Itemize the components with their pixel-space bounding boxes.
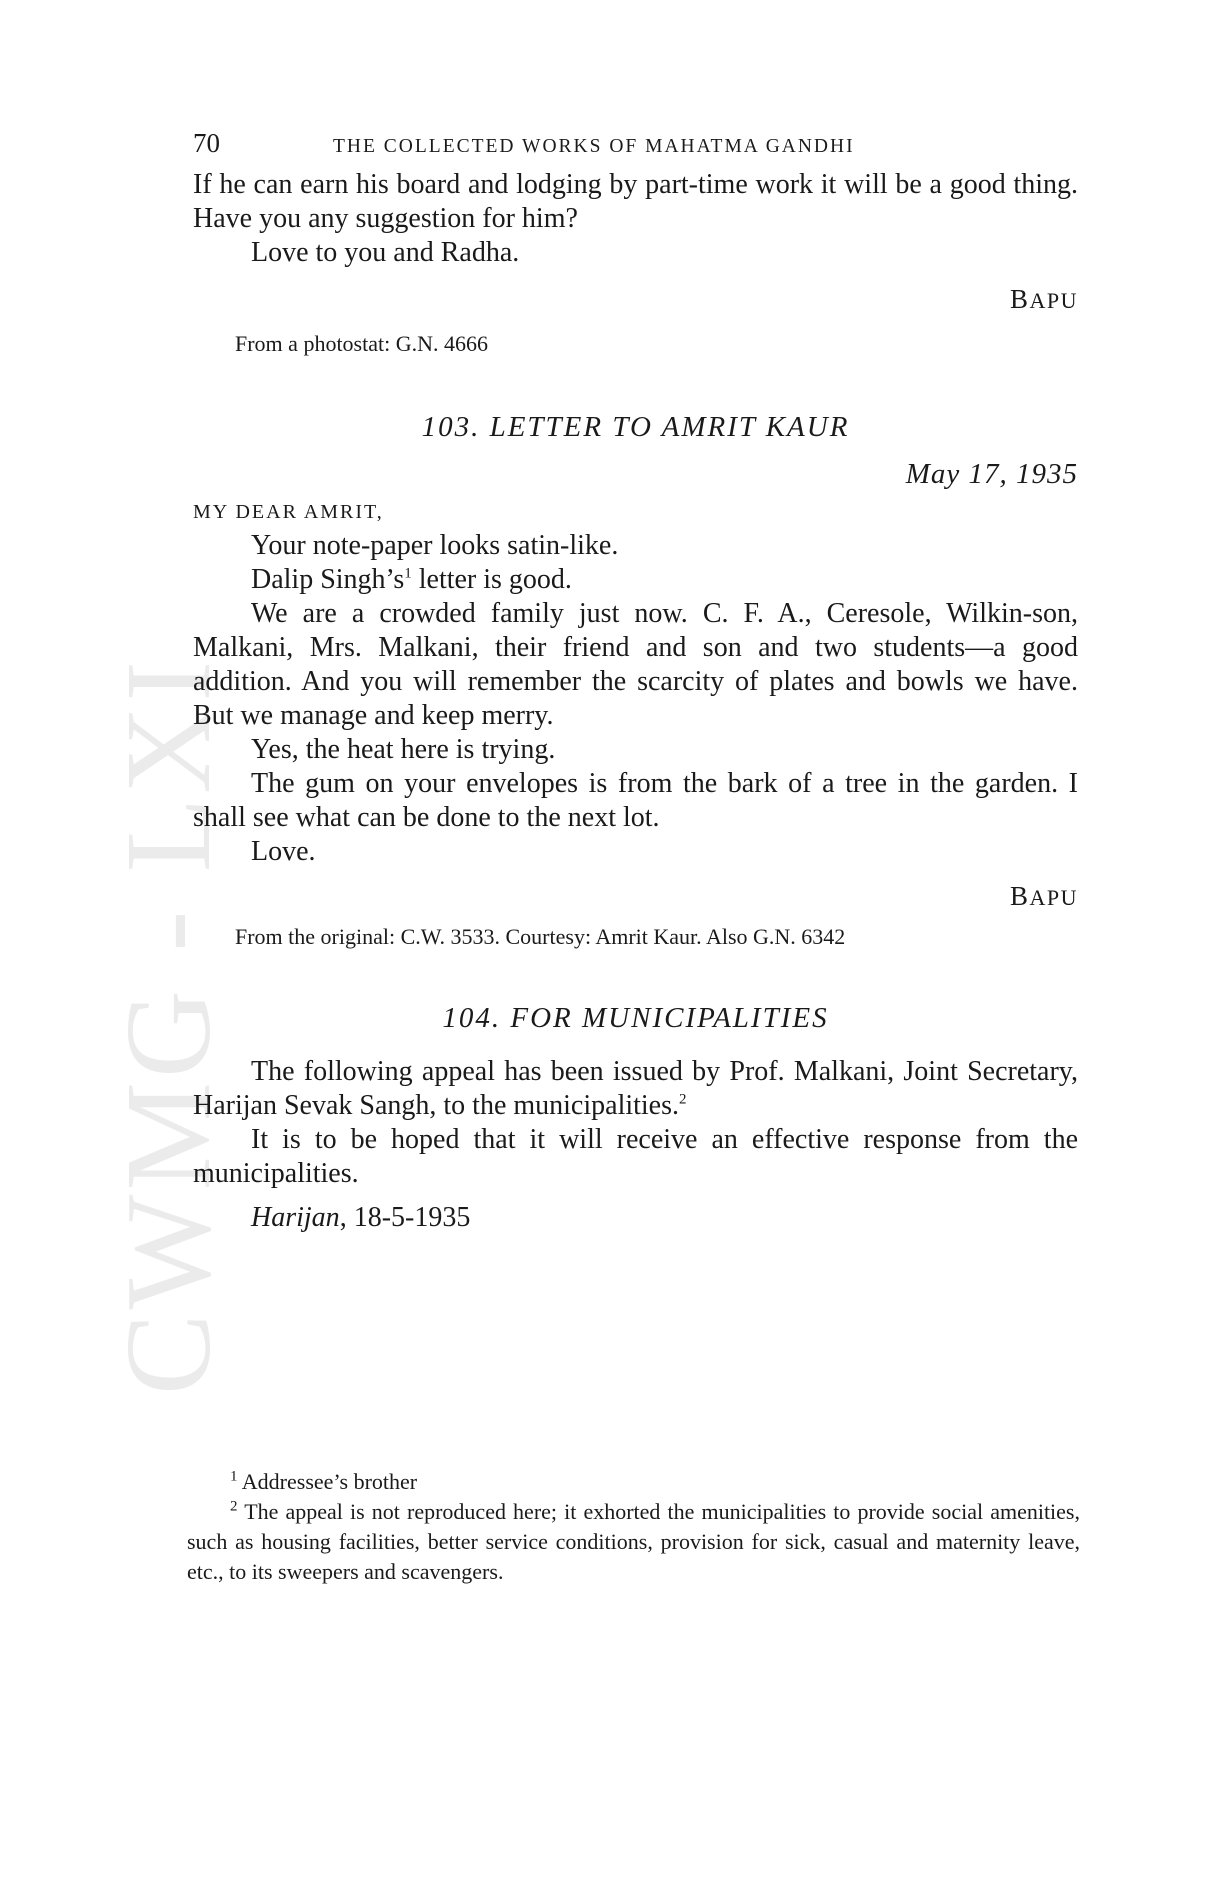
footnote-2	[187, 1497, 1080, 1587]
footnote-marker-2: 2	[230, 1498, 238, 1515]
letter-paragraph-3: We are a crowded family just now. C. F. A., Ceresole, Wilkin-son, Malkani, Mrs. Malkani, their friend and son and two students—a good addition. And you will remember the scarcity of plates and bowls we have. But we manage and keep merry.	[193, 598, 1078, 731]
footnote-1-text: Addressee’s brother	[237, 1469, 418, 1494]
letter-salutation: MY DEAR AMRIT,	[193, 501, 384, 523]
letter-paragraph-6: Love.	[251, 836, 316, 867]
letter-paragraph-5: The gum on your envelopes is from the bark of a tree in the garden. I shall see what can be done to the next lot.	[193, 768, 1078, 833]
running-title: THE COLLECTED WORKS OF MAHATMA GANDHI	[333, 136, 855, 157]
footnote-ref-2[interactable]: 2	[679, 1091, 687, 1108]
prev-letter-closing: Love to you and Radha.	[251, 237, 520, 268]
letter-date: May 17, 1935	[905, 458, 1078, 490]
letter-source: From the original: C.W. 3533. Courtesy: Amrit Kaur. Also G.N. 6342	[235, 924, 846, 949]
letter-paragraph-1: Your note-paper looks satin-like.	[251, 530, 619, 561]
prev-letter-source: From a photostat: G.N. 4666	[235, 331, 488, 356]
prev-letter-text: If he can earn his board and lodging by part-time work it will be a good thing. Have you any suggestion for him?	[193, 169, 1078, 234]
footnotes	[187, 1467, 1080, 1587]
source-journal-date: , 18-5-1935	[339, 1202, 471, 1233]
footnote-ref-1[interactable]: 1	[404, 565, 412, 582]
running-head	[193, 128, 1078, 168]
letter-signature: BAPU	[1009, 881, 1078, 911]
municipalities-paragraph-2: It is to be hoped that it will receive an effective response from the municipalities.	[193, 1124, 1078, 1189]
section-103-heading: 103. LETTER TO AMRIT KAUR	[421, 411, 850, 443]
section-104-heading: 104. FOR MUNICIPALITIES	[442, 1002, 829, 1034]
page-number: 70	[193, 128, 220, 158]
letter-paragraph-2	[193, 563, 1078, 597]
letter-paragraph-4: Yes, the heat here is trying.	[251, 734, 556, 765]
source-journal-title: Harijan	[251, 1202, 340, 1233]
paragraph-2-text-a: Dalip Singh’s	[251, 564, 405, 595]
footnote-marker-1: 1	[230, 1468, 238, 1485]
prev-letter-signature: BAPU	[1009, 284, 1078, 314]
municipalities-text: The following appeal has been issued by Prof. Malkani, Joint Secretary, Harijan Sevak Sangh, to the municipalities.	[193, 1056, 1078, 1121]
paragraph-2-text-b: letter is good.	[411, 564, 572, 595]
municipalities-source	[193, 1201, 1078, 1235]
footnote-2-text: The appeal is not reproduced here; it exhorted the municipalities to provide social amenities, such as housing facilities, better service conditions, provision for sick, casual and maternity leave, etc., to its sweepers and scavengers.	[187, 1499, 1080, 1584]
page-body	[193, 128, 1078, 1235]
footnote-1	[187, 1467, 1080, 1497]
municipalities-paragraph-1	[193, 1055, 1078, 1123]
